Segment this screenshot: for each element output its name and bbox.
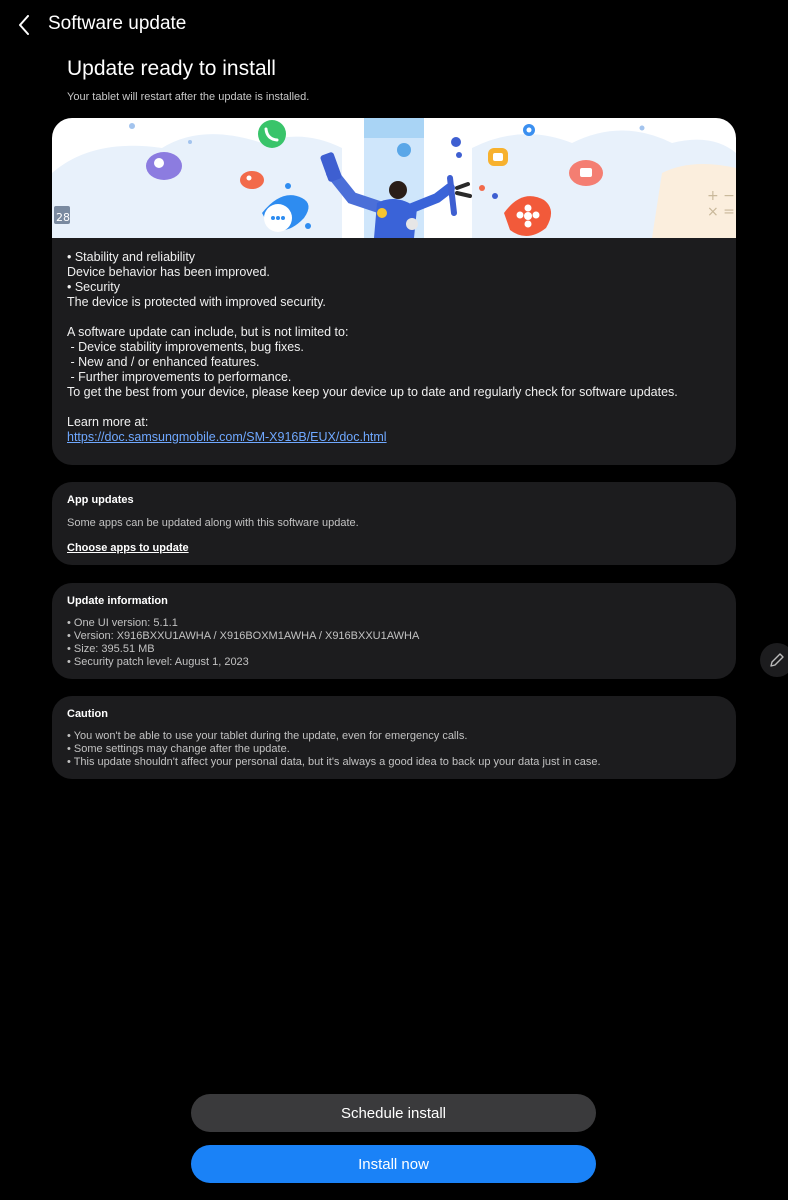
notes-line: - Further improvements to performance. [67, 370, 292, 384]
caution-card [52, 696, 736, 779]
release-notes-text [67, 250, 727, 445]
schedule-install-button[interactable]: Schedule install [191, 1094, 596, 1132]
edge-panel-handle[interactable] [760, 643, 788, 677]
caution-line: • This update shouldn't affect your personal data, but it's always a good idea to back up your data just in case. [67, 756, 601, 768]
update-info-title: Update information [67, 595, 168, 607]
notes-line: • Security [67, 280, 121, 294]
calendar-number: 28 [56, 211, 70, 224]
install-now-button[interactable]: Install now [191, 1145, 596, 1183]
app-updates-description: Some apps can be updated along with this software update. [67, 517, 359, 529]
svg-text:× =: × = [707, 204, 735, 220]
notes-line: • Stability and reliability [67, 250, 196, 264]
top-app-bar [0, 0, 788, 50]
app-updates-title: App updates [67, 494, 134, 506]
notes-line: To get the best from your device, please keep your device up to date and regularly check for software updates. [67, 385, 678, 399]
info-line: • Security patch level: August 1, 2023 [67, 656, 249, 668]
learn-more-label: Learn more at: [67, 415, 149, 429]
calculator-icon [707, 188, 735, 220]
notes-line: - Device stability improvements, bug fixes. [67, 340, 304, 354]
update-heading: Update ready to install [67, 57, 276, 80]
svg-text:+ −: + − [707, 188, 735, 204]
info-line: • Size: 395.51 MB [67, 643, 155, 655]
choose-apps-link[interactable]: Choose apps to update [67, 542, 189, 554]
notes-line: Device behavior has been improved. [67, 265, 270, 279]
app-updates-card [52, 482, 736, 565]
info-line: • Version: X916BXXU1AWHA / X916BOXM1AWHA / X916BXXU1AWHA [67, 630, 420, 642]
notes-line: The device is protected with improved security. [67, 295, 326, 309]
release-notes-card [52, 118, 736, 465]
restart-notice: Your tablet will restart after the update is installed. [67, 91, 310, 103]
notes-line: A software update can include, but is not limited to: [67, 325, 349, 339]
update-illustration [52, 118, 736, 238]
caution-title: Caution [67, 708, 108, 720]
update-info-list [67, 617, 419, 669]
documentation-link[interactable]: https://doc.samsungmobile.com/SM-X916B/EUX/doc.html [67, 430, 387, 444]
caution-line: • You won't be able to use your tablet during the update, even for emergency calls. [67, 730, 468, 742]
page-title: Software update [48, 13, 187, 34]
info-line: • One UI version: 5.1.1 [67, 617, 178, 629]
illustration-svg [52, 118, 736, 238]
phone-app-icon [258, 120, 286, 148]
caution-list [67, 730, 601, 769]
notes-line: - New and / or enhanced features. [67, 355, 260, 369]
caution-line: • Some settings may change after the update. [67, 743, 290, 755]
calendar-icon [54, 206, 70, 224]
chevron-left-icon [18, 15, 30, 35]
back-button[interactable] [12, 10, 36, 40]
update-information-card [52, 583, 736, 679]
pencil-icon [769, 652, 785, 668]
